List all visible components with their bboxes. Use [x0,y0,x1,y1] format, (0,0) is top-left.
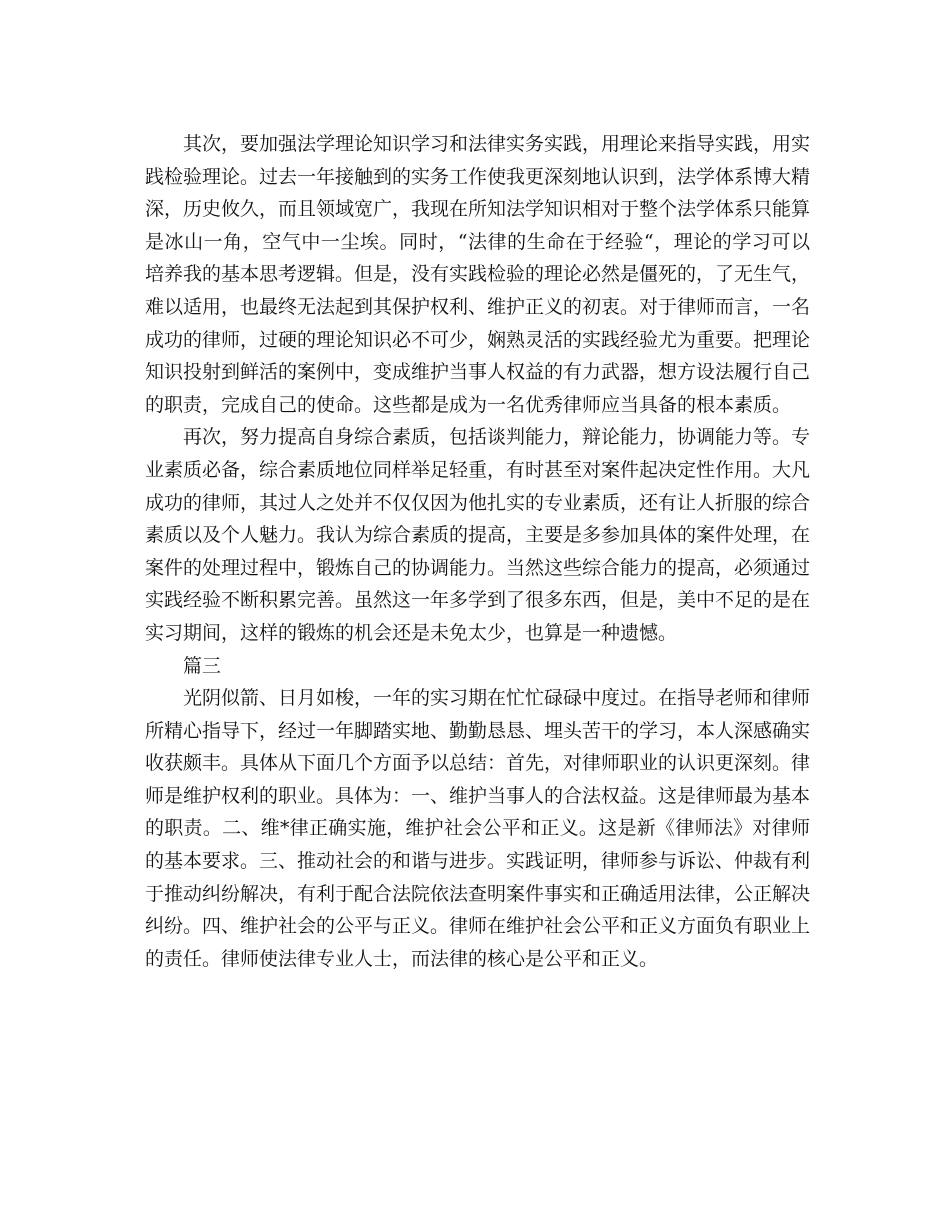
section-heading: 篇三 [183,654,222,677]
document-body [145,128,810,975]
paragraph-comprehensive-quality: 再次，努力提高自身综合素质，包括谈判能力，辩论能力，协调能力等。专业素质必备，综合素质地位同样举足轻重，有时甚至对案件起决定性作用。大凡成功的律师，其过人之处并不仅仅因为他扎实的专业素质，还有让人折服的综合素质以及个人魅力。我认为综合素质的提高，主要是多参加具体的案件处理，在案件的处理过程中，锻炼自己的协调能力。当然这些综合能力的提高，必须通过实践经验不断积累完善。虽然这一年多学到了很多东西，但是，美中不足的是在实习期间，这样的锻炼的机会还是未免太少，也算是一种遗憾。 [145,426,811,644]
paragraph-theory-practice: 其次，要加强法学理论知识学习和法律实务实践，用理论来指导实践，用实践检验理论。过去一年接触到的实务工作使我更深刻地认识到，法学体系博大精深，历史攸久，而且领域宽广，我现在所知法学知识相对于整个法学体系只能算是冰山一角，空气中一尘埃。同时，“法律的生命在于经验“，理论的学习可以培养我的基本思考逻辑。但是，没有实践检验的理论必然是僵死的，了无生气，难以适用，也最终无法起到其保护权利、维护正义的初衷。对于律师而言，一名成功的律师，过硬的理论知识必不可少，娴熟灵活的实践经验尤为重要。把理论知识投射到鲜活的案例中，变成维护当事人权益的有力武器，想方设法履行自己的职责，完成自己的使命。这些都是成为一名优秀律师应当具备的根本素质。 [145,133,811,416]
paragraph-internship-summary: 光阴似箭、日月如梭，一年的实习期在忙忙碌碌中度过。在指导老师和律师所精心指导下，经过一年脚踏实地、勤勤恳恳、埋头苦干的学习，本人深感确实收获颇丰。具体从下面几个方面予以总结：首先，对律师职业的认识更深刻。律师是维护权利的职业。具体为：一、维护当事人的合法权益。这是律师最为基本的职责。二、维*律正确实施，维护社会公平和正义。这是新《律师法》对律师的基本要求。三、推动社会的和谐与进步。实践证明，律师参与诉讼、仲裁有利于推动纠纷解决，有利于配合法院依法查明案件事实和正确适用法律，公正解决纠纷。四、维护社会的公平与正义。律师在维护社会公平和正义方面负有职业上的责任。律师使法律专业人士，而法律的核心是公平和正义。 [145,687,811,970]
